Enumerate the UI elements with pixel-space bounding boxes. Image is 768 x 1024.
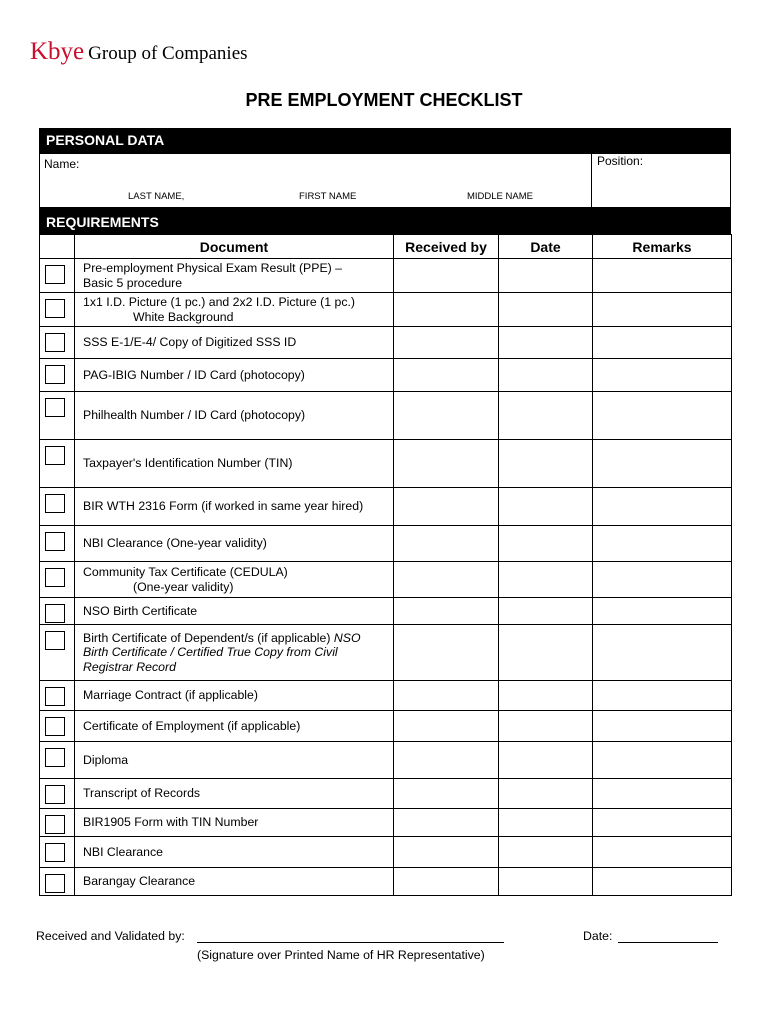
document-label: Philhealth Number / ID Card (photocopy) (83, 408, 306, 423)
remarks-cell[interactable] (593, 742, 732, 779)
date-cell[interactable] (499, 488, 593, 526)
received-by-cell[interactable] (394, 681, 499, 711)
checkbox[interactable] (45, 365, 65, 384)
first-name-caption: FIRST NAME (299, 191, 357, 202)
document-note: NSO Birth Certificate / Certified True Copy from Civil Registrar Record (83, 630, 361, 674)
date-cell[interactable] (499, 779, 593, 809)
column-header-date: Date (499, 235, 593, 259)
checkbox-cell (40, 293, 75, 327)
checkbox-cell (40, 837, 75, 868)
document-label: NSO Birth Certificate (83, 603, 198, 618)
checkbox-cell (40, 779, 75, 809)
date-cell[interactable] (499, 293, 593, 327)
requirements-body (40, 259, 732, 896)
date-cell[interactable] (499, 440, 593, 488)
document-cell (75, 327, 394, 359)
checkbox[interactable] (45, 785, 65, 804)
remarks-cell[interactable] (593, 562, 732, 598)
document-cell (75, 711, 394, 742)
remarks-cell[interactable] (593, 625, 732, 681)
received-by-cell[interactable] (394, 359, 499, 392)
table-row (40, 711, 732, 742)
checkbox[interactable] (45, 494, 65, 513)
document-label: Marriage Contract (if applicable) (83, 688, 258, 703)
received-by-cell[interactable] (394, 711, 499, 742)
checkbox[interactable] (45, 748, 65, 767)
received-by-cell[interactable] (394, 526, 499, 562)
remarks-cell[interactable] (593, 392, 732, 440)
received-by-cell[interactable] (394, 598, 499, 625)
received-by-cell[interactable] (394, 392, 499, 440)
document-label: 1x1 I.D. Picture (1 pc.) and 2x2 I.D. Picture (1 pc.) (83, 295, 356, 309)
personal-data-section (39, 154, 731, 208)
table-row (40, 440, 732, 488)
remarks-cell[interactable] (593, 779, 732, 809)
document-label: Taxpayer's Identification Number (TIN) (83, 456, 293, 471)
table-row (40, 868, 732, 896)
signature-line[interactable] (197, 942, 504, 943)
section-header-requirements: REQUIREMENTS (39, 208, 731, 234)
checkbox[interactable] (45, 874, 65, 893)
document-cell (75, 440, 394, 488)
document-cell (75, 526, 394, 562)
brand-name: Kbye (30, 38, 85, 65)
document-cell (75, 598, 394, 625)
table-row (40, 259, 732, 293)
checkbox[interactable] (45, 568, 65, 587)
date-cell[interactable] (499, 625, 593, 681)
checkbox-cell (40, 809, 75, 837)
remarks-cell[interactable] (593, 809, 732, 837)
received-by-cell[interactable] (394, 868, 499, 896)
date-cell[interactable] (499, 526, 593, 562)
document-label-line2: Basic 5 procedure (83, 275, 183, 290)
table-row (40, 562, 732, 598)
document-label-line2: White Background (133, 309, 234, 324)
date-cell[interactable] (499, 562, 593, 598)
checkbox[interactable] (45, 717, 65, 736)
document-cell (75, 837, 394, 868)
checkbox-cell (40, 440, 75, 488)
table-header-row (40, 235, 732, 259)
document-label-line2: (One-year validity) (133, 579, 234, 594)
document-cell (75, 488, 394, 526)
checkbox[interactable] (45, 604, 65, 623)
table-row (40, 526, 732, 562)
remarks-cell[interactable] (593, 488, 732, 526)
table-row (40, 742, 732, 779)
checkbox[interactable] (45, 631, 65, 650)
received-by-cell[interactable] (394, 259, 499, 293)
checkbox-cell (40, 711, 75, 742)
remarks-cell[interactable] (593, 868, 732, 896)
column-header-received-by: Received by (394, 235, 499, 259)
requirements-table (39, 234, 732, 896)
document-cell (75, 293, 394, 327)
received-by-cell[interactable] (394, 625, 499, 681)
received-validated-label: Received and Validated by: (36, 929, 185, 943)
table-row (40, 681, 732, 711)
date-cell[interactable] (499, 327, 593, 359)
table-row (40, 327, 732, 359)
checkbox-cell (40, 359, 75, 392)
checkbox[interactable] (45, 265, 65, 284)
received-by-cell[interactable] (394, 809, 499, 837)
document-label: SSS E-1/E-4/ Copy of Digitized SSS ID (83, 335, 297, 350)
table-row (40, 809, 732, 837)
date-cell[interactable] (499, 868, 593, 896)
date-cell[interactable] (499, 711, 593, 742)
checkbox[interactable] (45, 299, 65, 318)
document-cell (75, 742, 394, 779)
name-label: Name: (44, 157, 80, 171)
document-cell (75, 562, 394, 598)
date-cell[interactable] (499, 809, 593, 837)
signature-caption: (Signature over Printed Name of HR Representative) (197, 948, 485, 962)
remarks-cell[interactable] (593, 526, 732, 562)
position-label: Position: (597, 154, 644, 168)
checkbox-cell (40, 681, 75, 711)
received-by-cell[interactable] (394, 488, 499, 526)
position-divider (591, 154, 592, 207)
checkbox[interactable] (45, 687, 65, 706)
checkbox-cell (40, 868, 75, 896)
checkbox[interactable] (45, 333, 65, 352)
company-logo (30, 38, 248, 66)
table-row (40, 779, 732, 809)
date-cell[interactable] (499, 598, 593, 625)
document-cell (75, 681, 394, 711)
document-cell (75, 259, 394, 293)
document-cell (75, 392, 394, 440)
section-header-personal-data: PERSONAL DATA (39, 128, 731, 154)
last-name-caption: LAST NAME, (128, 191, 185, 202)
remarks-cell[interactable] (593, 681, 732, 711)
remarks-cell[interactable] (593, 440, 732, 488)
table-row (40, 837, 732, 868)
remarks-cell[interactable] (593, 359, 732, 392)
middle-name-caption: MIDDLE NAME (467, 191, 533, 202)
received-by-cell[interactable] (394, 837, 499, 868)
document-label: Transcript of Records (83, 786, 201, 801)
date-cell[interactable] (499, 681, 593, 711)
column-header-remarks: Remarks (593, 235, 732, 259)
remarks-cell[interactable] (593, 837, 732, 868)
received-by-cell[interactable] (394, 440, 499, 488)
received-by-cell[interactable] (394, 742, 499, 779)
date-label: Date: (583, 929, 613, 943)
checkbox[interactable] (45, 446, 65, 465)
table-row (40, 598, 732, 625)
document-label: Barangay Clearance (83, 874, 196, 889)
document-label: NBI Clearance (83, 844, 163, 859)
remarks-cell[interactable] (593, 327, 732, 359)
checkbox[interactable] (45, 398, 65, 417)
table-row (40, 488, 732, 526)
remarks-cell[interactable] (593, 598, 732, 625)
column-header-document: Document (75, 235, 394, 259)
document-label: Community Tax Certificate (CEDULA) (83, 565, 288, 579)
date-cell[interactable] (499, 359, 593, 392)
document-label: BIR WTH 2316 Form (if worked in same year hired) (83, 499, 364, 514)
company-name: Group of Companies (88, 43, 248, 64)
received-by-cell[interactable] (394, 779, 499, 809)
checkbox[interactable] (45, 532, 65, 551)
checkbox[interactable] (45, 843, 65, 862)
checkbox-cell (40, 562, 75, 598)
checkbox-cell (40, 526, 75, 562)
document-label: NBI Clearance (One-year validity) (83, 536, 267, 551)
received-by-cell[interactable] (394, 562, 499, 598)
date-line[interactable] (618, 942, 718, 943)
checkbox-cell (40, 598, 75, 625)
checkbox-cell (40, 742, 75, 779)
table-row (40, 392, 732, 440)
table-row (40, 359, 732, 392)
document-cell (75, 779, 394, 809)
document-label: Certificate of Employment (if applicable) (83, 718, 301, 733)
received-by-cell[interactable] (394, 327, 499, 359)
date-cell[interactable] (499, 742, 593, 779)
remarks-cell[interactable] (593, 711, 732, 742)
document-label: BIR1905 Form with TIN Number (83, 815, 259, 830)
document-label: Diploma (83, 752, 129, 767)
checkbox[interactable] (45, 815, 65, 834)
checkbox-column-header (40, 235, 75, 259)
checklist-form (39, 128, 731, 896)
document-cell (75, 625, 394, 681)
document-cell (75, 359, 394, 392)
checkbox-cell (40, 488, 75, 526)
table-row (40, 625, 732, 681)
date-cell[interactable] (499, 837, 593, 868)
remarks-cell[interactable] (593, 293, 732, 327)
checkbox-cell (40, 625, 75, 681)
document-cell (75, 868, 394, 896)
date-cell[interactable] (499, 259, 593, 293)
checkbox-cell (40, 392, 75, 440)
document-cell (75, 809, 394, 837)
remarks-cell[interactable] (593, 259, 732, 293)
document-label: PAG-IBIG Number / ID Card (photocopy) (83, 367, 305, 382)
page-title: PRE EMPLOYMENT CHECKLIST (245, 90, 523, 110)
date-cell[interactable] (499, 392, 593, 440)
received-by-cell[interactable] (394, 293, 499, 327)
checkbox-cell (40, 327, 75, 359)
document-label: Pre-employment Physical Exam Result (PPE) – (83, 261, 343, 275)
document-label: Birth Certificate of Dependent/s (if applicable) (83, 630, 331, 645)
table-row (40, 293, 732, 327)
checkbox-cell (40, 259, 75, 293)
